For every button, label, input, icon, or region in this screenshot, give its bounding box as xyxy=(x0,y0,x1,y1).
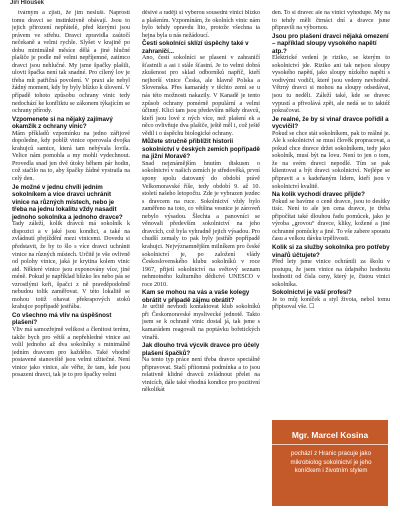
paragraph: děsivé a radějí si vyberou sousední vinici blízko a plašením. Vzpomínám, že okolních vinic nám bylo tehdy opravdu lito, protože všechna ta hejna byla u nás nežádoucí. xyxy=(142,10,260,39)
interview-question: Jak dlouho trvá výcvik dravce pro účely plašení špačků? xyxy=(142,342,260,357)
author-name: Jiří Hloušek xyxy=(10,0,45,6)
paragraph: Vliv má samozřejmě velikost a členitost terénu, takže bych pro větší a nepřehledné vinice asi volil jednoho až dva sokolníky s minimálně jedním dravcem pro každého. Také vhodně postavené stanoviště jsou velmi užitečné. Není vinice jako vinice, ale věřte, že tam, kde jsou posazeni dravci, tak je to pro špačky velmi xyxy=(12,326,130,379)
interview-question: Jsou pro plašení dravci nějaká omezení – například sloupy vysokého napětí atp.? xyxy=(272,32,389,55)
paragraph: Tady záleží, kolik dravců má sokolník k dispozici a v jaké jsou kondici, a také na zvládnutí přejíždění mezi vinicemi. Dovedu si představit, že by to šlo s více dravci uchránit vinice na různých místech. Určitě je vše ovlivně od polohy vinice, jaká je krytina kolem vinic atd. Některé vinice jsou exponovány více, jiné méně. Pokud je například blízko les nebo pás se vzrostlými keři, špačci z ně pravděpodobně nebudou tolik zaměřovat. V této lokalitě se mohou totiž ohavat překrapových stoků krahujce popřípadě jestřába. xyxy=(12,221,130,311)
paragraph: Před lety jsme vinice ochránili za školu v postupu, že jsem vinice na údajného hodnotu hodnotit od čísla ceny, který je, čistou vinici sokolníka. xyxy=(272,259,390,288)
interview-question: Vzpomenete si na nějaký zajímavý okamžik z ochrany vinic? xyxy=(12,115,113,131)
interview-question: Co všechno má vliv na úspěšnost plašení? xyxy=(12,311,112,327)
interview-question: Je realné, že by si vinař dravce pořídil a vycvičil? xyxy=(272,115,389,131)
paragraph: den. To si dravec ale na vinici vyhodupe. My na to tehdy měli čtrnáct dní a dravce jsme připravili na výbornou. xyxy=(272,10,390,32)
paragraph: Pokud se bavíme o ceně dravce, jsou to desítky tisíc. Není to ale jen cena dravce, je třeba připočítat také dlouhou řadu pomůcek, jako je výroba „grovou“ dravce, kliky, kožené a jiné ochranné pomůcky a jiné. To vše zabere spoustu času a velkou dávku trpělivosti. xyxy=(272,198,390,243)
paragraph: Mám příkladů vzpomínku na jedno zářijové dopoledne, kdy poblíž vinice operovala dvojka krahujců samice, která tam nebývala lovila. Velice nám pomohla a my mohli vydechnout. Provedla snad jen dvě útoky během pár hodin, což stačilo na to, aby špačky žádné vystraila na celý den. xyxy=(12,130,130,183)
paragraph: Pokud se chce stát sokolníkem, pak to reálné je. Ale k sokolnictví se musí člověk propracovat, a pokud chce dravce držet sokolníkem, tedy jako sokolník, musí být na lovu. Není to jen o tom, že na svém dravci nepodlé. Tím se pak klientovat a být dravci sokolnictví. Nejlépe se připravit a s kadeňaným lidem, kteří jsou v sokolnictví kvalitě. xyxy=(272,130,390,190)
paragraph: Snad nejznámějším hnutím diskusm o sokolnictví v našich zemích je středověká, první spony spolu datovaný do období právě Velkomoravské říše, tedy období 9. až 10. století našeho letopočtu. Zde je vybrazen jezdec s dravcem na ruce. Sokolnictví vždy bylo zaměřeno na toto, co většina vesnice je zároveň nebylo výsadou. Šlechta a panovníci se věnovali především sokolnictví na jeho dravcích, což byla vyhradně jejich výsadou. Pro chudší zemaly to pak byly jestřáb popřípadě krahujci. Nejvýznamnějším milníkem pro české sokolnictví je, po založení vlády Československého klubu sokolníků v roce 1967, přijetí sokolnictví na světový seznam nehmotného kulturního dědictví UNESCO v roce 2010. xyxy=(142,160,260,288)
author-bio-box xyxy=(272,420,388,506)
interview-question: Můžete stručně přiblížit historii sokolnictví v českých zemích popřípadě na jižní Moravě? xyxy=(142,138,260,161)
interview-question: Kam se mohou na vás a vaše kolegy obrátit v případě zájmu obrátit? xyxy=(142,289,250,304)
paragraph: Je to můj koníček a styl života, nebol tomu připisoval vše. ☐ xyxy=(272,296,390,311)
interview-question: Čestí sokolníci sklízí úspěchy také v zahraničí... xyxy=(142,40,249,55)
interview-question: Na kolik vychodí dravec přijde? xyxy=(272,191,365,199)
column-2 xyxy=(142,10,260,516)
bio-text: pochází z Hranic pracuje jako mikrobiolog sokolnictví je jeho koníčkem i životním stylem xyxy=(290,450,372,474)
paragraph: Ano, čestí sokolníci se plaseni v zahraničí šťastnili a asi i stále šťastní. Je to velmi dobrá zkušenost pro sklad odborníků napříč, kteří nejhorší vinice Česka, ale hlavně Polska a Slovenska. Přes kamarády v těchto zemí se u nás této možnosti nakazily. V Kanadě je tento způsob ochrany pomérně populární a velmi účinný. Klicí tam jsou především někdy dravců, kteří jsou lové z ných více, než plašení ek a něco ovlivňuje dva plašiče, ještě měl i, což ještě vědil i o úspěchu biologické ochrany. xyxy=(142,55,260,137)
interview-question: Je možné v jednu chvíli jedním sokolníkem a více dravci uchránit vinice na různých místech, nebo je třeba na jednu lokalitu vždy nasadit jednoho sokolníka a jednoho dravce? xyxy=(12,183,123,221)
paragraph: Je určitě nevhodí kontaktovat klub sokolníků při Českomoravské myslivecké jednotě. Takto jsem se k ochraně vinic dostal já, tak jsme s kamarádem reagovali na poptávku bořetických vinařů. xyxy=(142,304,260,341)
interview-question: Sokolnictví je vaší profesí? xyxy=(272,289,352,297)
interview-question: Kolik si za služby sokolníka pro potřeby vinařů účtujete? xyxy=(272,243,390,259)
paragraph: Na tento typ práce není třeba dravce speciálně připravovat. Stačí přítomná podmínka a to jsou relativně klidné dravců zvládnout přelet na vinicích, dále také vhodná kondice pro pozitivní několikát xyxy=(142,357,260,394)
column-3 xyxy=(272,10,390,418)
paragraph: tvárným a zjistí, že jim nesluší. Naprostí tomu dravci se instinktivně obávají. Jsou to jejich přirození nepřátelé, před kterými jsou právem ve střehu. Dravci zpravidla zaútočí nečekaně a velmi rychle. Slyšet v krajině po dobu minimálně měsíce dělá a jiné hlučné plašiče je podle mě velmi nepříjemné, zatímco dravci jsou nehlučné. My jsme špačky plašili, ulovit špačka není tak snadné. Pro cílený lov je třeba mít patřičná povolení. V praxi ale nebyl žádný moment, kdy by byly blízko k úlovení. V případě tohoto způsobu ochrany vinic tedy nedochází ke konfliktu se zákonem týkajícím se ochrany přírody. xyxy=(12,10,130,115)
paragraph: Elektrické vedení je riziko, se kterým to sokolnictví jde. Riziko ani tak nejsou sloupy vysokého napětí, jako sloupy nízkého napětí s vodivými vodiči, které jsou vedeny nevhodně. Větrný dravci si mohou na sloupy odsedávat, jsou tu neděli. Záleží také, kde se dravec vypustí a přivolává zpět, ale nedá se to taktéž pokračovat. xyxy=(272,55,390,115)
bio-name: Mgr. Marcel Kosina xyxy=(272,430,388,445)
page-header xyxy=(0,0,400,9)
column-1 xyxy=(12,10,130,516)
